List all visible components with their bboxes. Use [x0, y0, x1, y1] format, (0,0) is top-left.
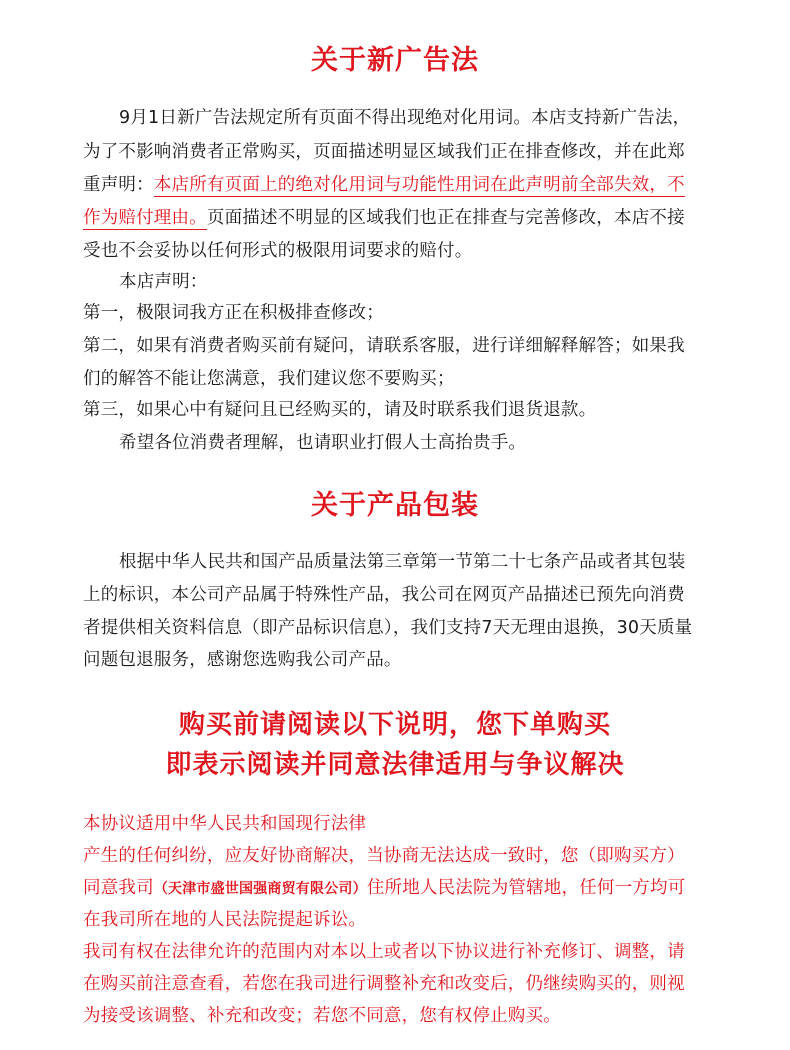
notice-title-line-2: 即表示阅读并同意法律适用与争议解决 [165, 750, 625, 780]
company-name: （天津市盛世国强商贸有限公司） [153, 881, 367, 897]
ad-law-title: 关于新广告法 [311, 45, 479, 76]
ad-law-line-3 [83, 173, 685, 197]
ad-law-line-3-prefix: 重声明： [83, 175, 154, 195]
ad-law-line-4-rest: 页面描述不明显的区域我们也正在排查与完善修改，本店不接 [206, 208, 685, 228]
packaging-line-4: 问题包退服务，感谢您选购我公司产品。 [83, 650, 402, 670]
notice-line-3-suffix: 住所地人民法院为管辖地，任何一方均可 [366, 878, 686, 898]
notice-line-6: 在购买前注意查看，若您在我司进行调整补充和改变后，仍继续购买的，则视 [83, 974, 685, 994]
ad-law-line-4 [83, 206, 685, 230]
notice-line-4: 在我司所在地的人民法院提起诉讼。 [83, 910, 367, 930]
statement-item-3: 第三，如果心中有疑问且已经购买的，请及时联系我们退货退款。 [83, 400, 597, 420]
ad-law-highlight-2: 作为赔付理由。 [83, 208, 207, 228]
notice-line-2: 产生的任何纠纷，应友好协商解决，当协商无法达成一致时，您（即购买方） [83, 846, 685, 866]
ad-law-line-1: 9月1日新广告法规定所有页面不得出现绝对化用词。本店支持新广告法， [119, 108, 691, 128]
notice-line-5: 我司有权在法律允许的范围内对本以上或者以下协议进行补充修订、调整，请 [83, 942, 685, 962]
packaging-title: 关于产品包装 [311, 490, 479, 521]
statement-label: 本店声明： [119, 272, 208, 292]
statement-item-2-line-2: 们的解答不能让您满意，我们建议您不要购买； [83, 369, 455, 389]
packaging-line-2: 上的标识，本公司产品属于特殊性产品，我公司在网页产品描述已预先向消费 [83, 585, 685, 605]
packaging-line-3: 者提供相关资料信息（即产品标识信息），我们支持7天无理由退换，30天质量 [83, 618, 693, 638]
statement-closing: 希望各位消费者理解，也请职业打假人士高抬贵手。 [119, 433, 527, 453]
ad-law-highlight-1: 本店所有页面上的绝对化用词与功能性用词在此声明前全部失效，不 [153, 175, 685, 195]
statement-item-1: 第一，极限词我方正在积极排查修改； [83, 303, 384, 323]
ad-law-line-2: 为了不影响消费者正常购买，页面描述明显区域我们正在排查修改，并在此郑 [83, 142, 685, 162]
statement-item-2-line-1: 第二，如果有消费者购买前有疑问，请联系客服，进行详细解释解答；如果我 [83, 336, 685, 356]
notice-line-3-prefix: 同意我司 [83, 878, 154, 898]
notice-line-1: 本协议适用中华人民共和国现行法律 [83, 814, 367, 834]
notice-title-line-1: 购买前请阅读以下说明，您下单购买 [178, 710, 611, 740]
ad-law-line-5: 受也不会妥协以任何形式的极限用词要求的赔付。 [83, 241, 473, 261]
notice-line-7: 为接受该调整、补充和改变；若您不同意，您有权停止购买。 [83, 1006, 561, 1026]
notice-line-3 [83, 876, 685, 901]
packaging-line-1: 根据中华人民共和国产品质量法第三章第一节第二十七条产品或者其包装 [119, 552, 686, 572]
